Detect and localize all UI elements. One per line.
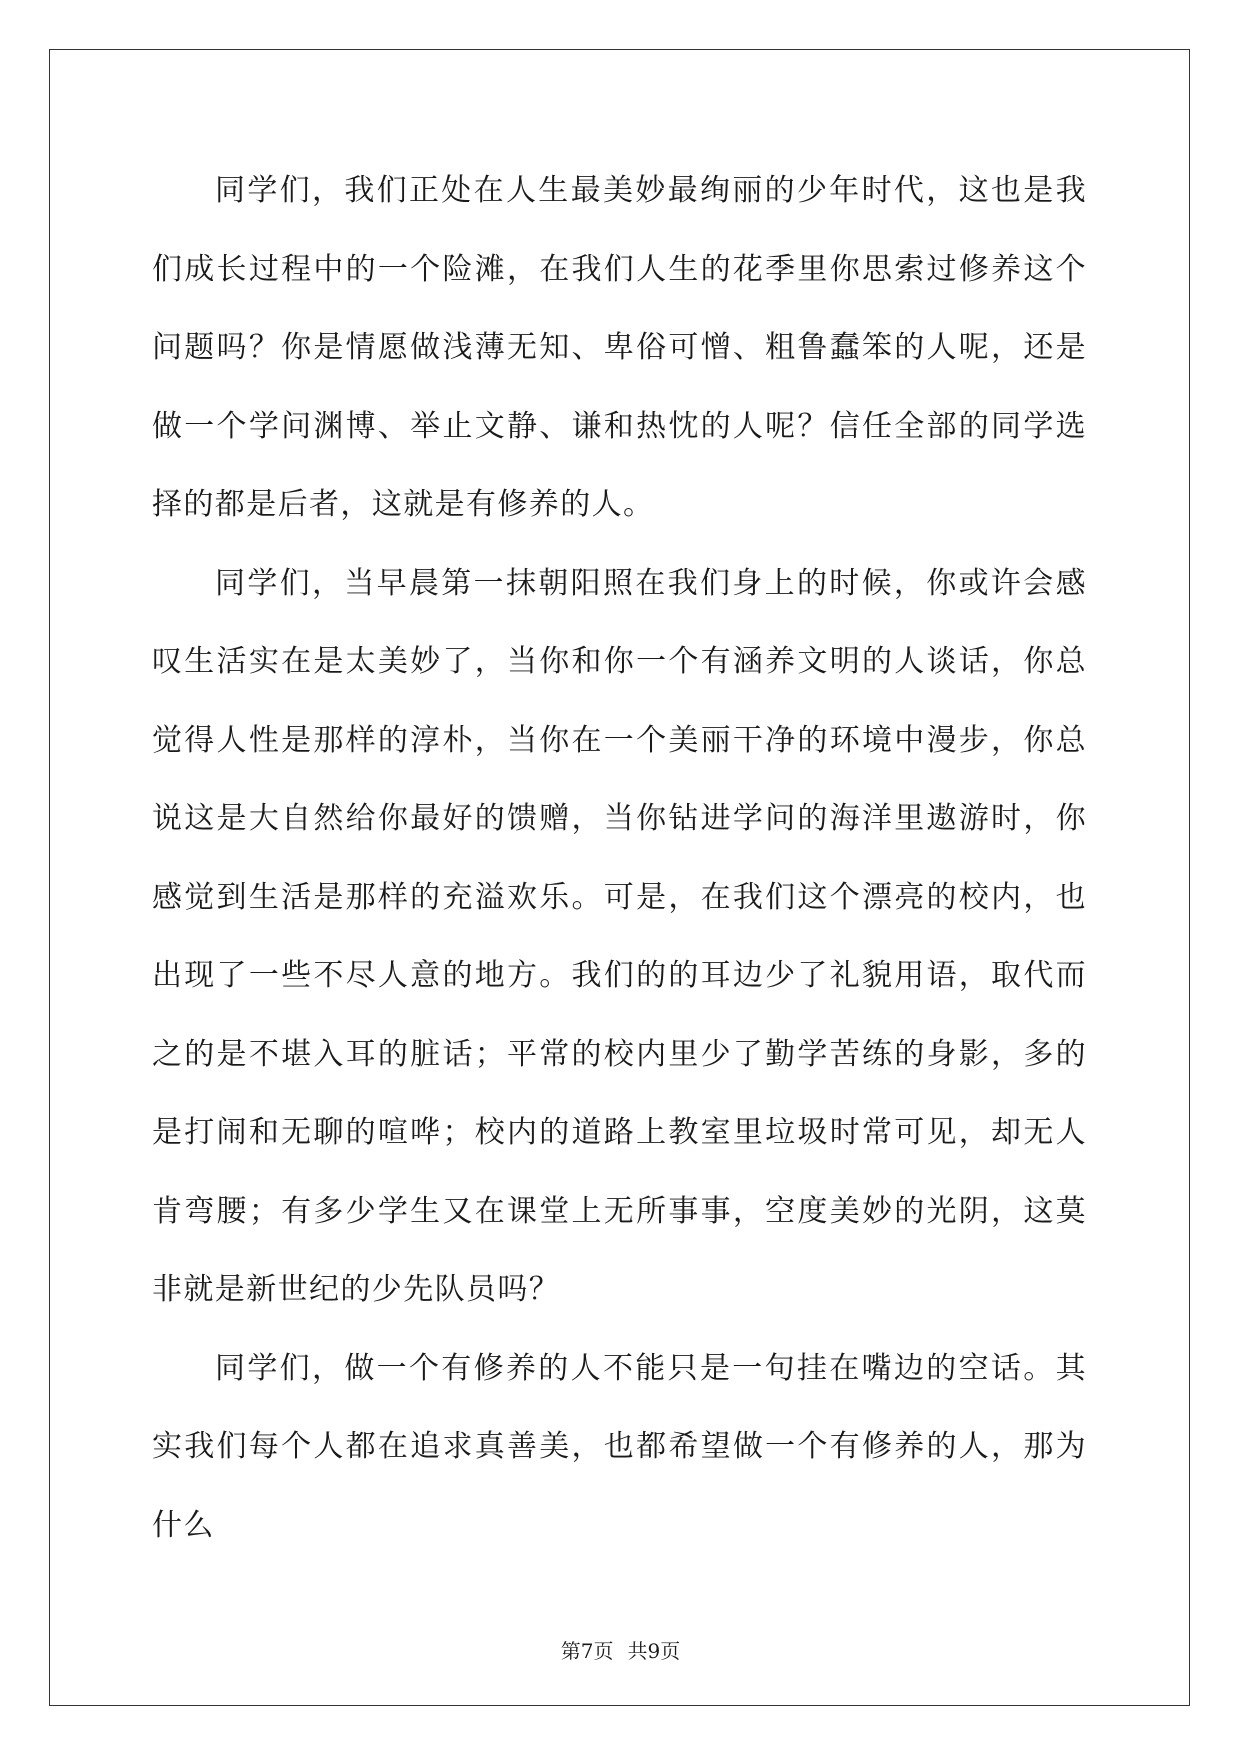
paragraph-1: 同学们，我们正处在人生最美妙最绚丽的少年时代，这也是我们成长过程中的一个险滩，在我们人生的花季里你思索过修养这个问题吗？你是情愿做浅薄无知、卑俗可憎、粗鲁蠢笨的人呢，还是做一个学问渊博、举止文静、谦和热忱的人呢？信任全部的同学选择的都是后者，这就是有修养的人。 xyxy=(152,173,1087,522)
paragraph-2: 同学们，当早晨第一抹朝阳照在我们身上的时候，你或许会感叹生活实在是太美妙了，当你和你一个有涵养文明的人谈话，你总觉得人性是那样的淳朴，当你在一个美丽干净的环境中漫步，你总说这是大自然给你最好的馈赠，当你钻进学问的海洋里遨游时，你感觉到生活是那样的充溢欢乐。可是，在我们这个漂亮的校内，也出现了一些不尽人意的地方。我们的的耳边少了礼貌用语，取代而之的是不堪入耳的脏话；平常的校内里少了勤学苦练的身影，多的是打闹和无聊的喧哗；校内的道路上教室里垃圾时常可见，却无人肯弯腰；有多少学生又在课堂上无所事事，空度美妙的光阴，这莫非就是新世纪的少先队员吗？ xyxy=(152,565,1087,1307)
total-pages: 共9页 xyxy=(627,1639,681,1663)
current-page-number: 第7页 xyxy=(560,1639,614,1663)
paragraph-3: 同学们，做一个有修养的人不能只是一句挂在嘴边的空话。其实我们每个人都在追求真善美，也都希望做一个有修养的人，那为什么 xyxy=(152,1350,1087,1543)
page-footer xyxy=(0,1635,1241,1664)
document-body xyxy=(152,152,1087,1565)
